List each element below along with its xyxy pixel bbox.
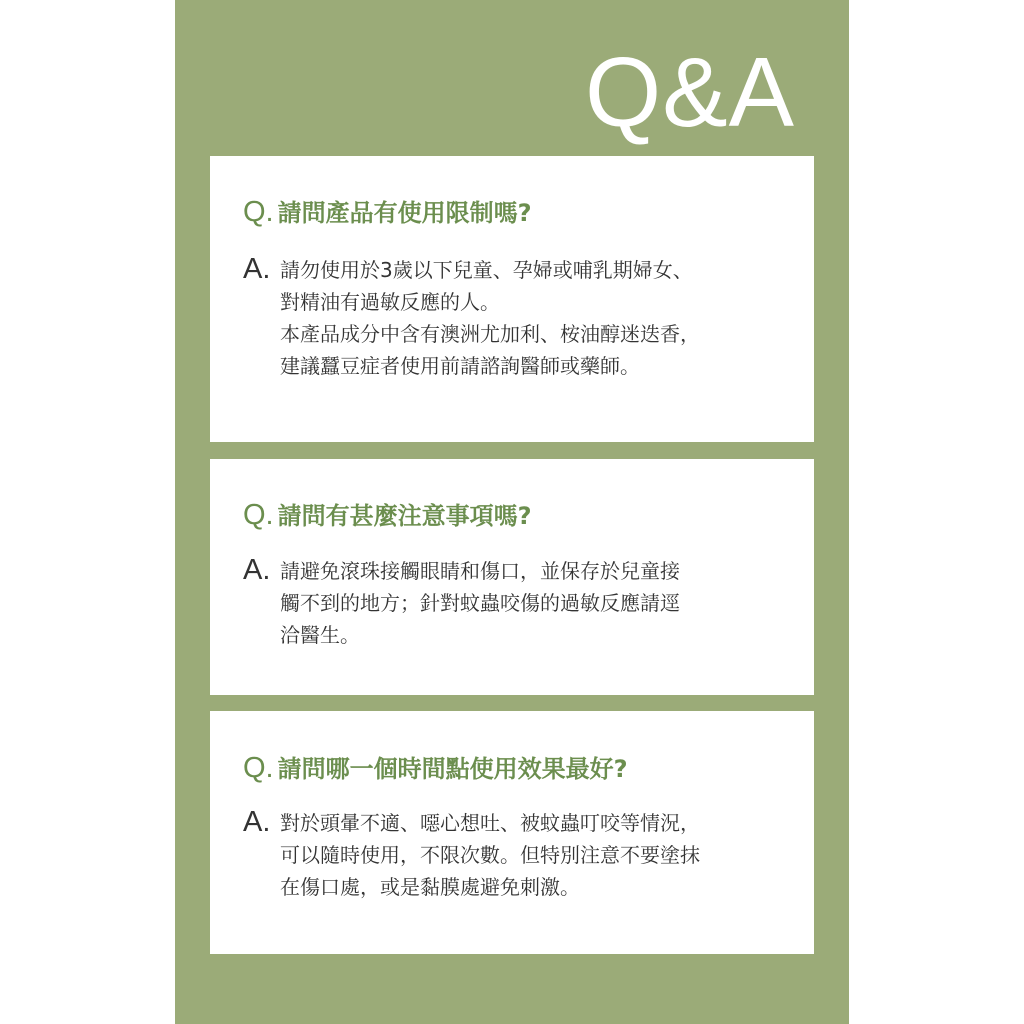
answer-line: 請避免滾珠接觸眼睛和傷口，並保存於兒童接 xyxy=(280,559,680,583)
question-row xyxy=(243,499,794,532)
answer-text xyxy=(280,807,700,903)
answer-text xyxy=(280,254,700,382)
a-mark: A. xyxy=(243,554,271,586)
question-row xyxy=(243,752,794,785)
answer-row xyxy=(243,254,784,382)
answer-line: 建議蠶豆症者使用前請諮詢醫師或藥師。 xyxy=(280,354,640,378)
answer-line: 洽醫生。 xyxy=(280,623,360,647)
question-text: 請問有甚麼注意事項嗎? xyxy=(277,502,532,530)
answer-line: 對精油有過敏反應的人。 xyxy=(280,290,500,314)
answer-line: 可以隨時使用，不限次數。但特別注意不要塗抹 xyxy=(280,843,700,867)
qa-card-2 xyxy=(210,459,814,695)
qa-heading: Q&A xyxy=(585,37,795,147)
answer-text xyxy=(280,555,680,651)
a-mark: A. xyxy=(243,253,271,285)
answer-row xyxy=(243,807,784,903)
answer-line: 對於頭暈不適、噁心想吐、被蚊蟲叮咬等情況， xyxy=(280,811,700,835)
qa-card-1 xyxy=(210,156,814,442)
question-text: 請問哪一個時間點使用效果最好? xyxy=(277,755,628,783)
question-text: 請問產品有使用限制嗎? xyxy=(277,199,532,227)
qa-card-3 xyxy=(210,711,814,954)
answer-line: 本產品成分中含有澳洲尤加利、桉油醇迷迭香， xyxy=(280,322,700,346)
q-mark: Q. xyxy=(243,196,274,228)
answer-line: 在傷口處，或是黏膜處避免刺激。 xyxy=(280,875,580,899)
answer-line: 請勿使用於3歲以下兒童、孕婦或哺乳期婦女、 xyxy=(280,258,693,282)
question-row xyxy=(243,196,794,229)
q-mark: Q. xyxy=(243,499,274,531)
q-mark: Q. xyxy=(243,752,274,784)
a-mark: A. xyxy=(243,806,271,838)
answer-row xyxy=(243,555,784,651)
answer-line: 觸不到的地方；針對蚊蟲咬傷的過敏反應請逕 xyxy=(280,591,680,615)
